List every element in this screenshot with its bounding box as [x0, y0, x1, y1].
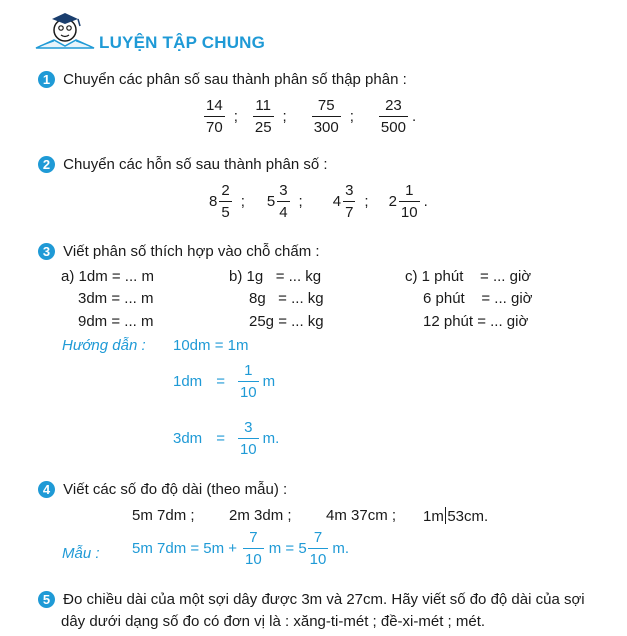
- exercise-1-fractions: [203, 98, 416, 135]
- denominator: 10: [238, 381, 259, 400]
- separator: ;: [298, 193, 303, 210]
- denominator: 7: [343, 201, 355, 220]
- separator: ;: [233, 108, 238, 125]
- fraction: [343, 183, 355, 220]
- numerator: 7: [249, 529, 258, 546]
- item-part-b: 53cm.: [447, 508, 489, 525]
- denominator: 4: [277, 201, 289, 220]
- exercise-2: [38, 156, 328, 173]
- guide-lhs: 3dm: [173, 430, 203, 447]
- exercise-1: [38, 71, 407, 88]
- equals-sign: =: [216, 373, 225, 390]
- exercise-4-item-4: [423, 507, 488, 525]
- item-part-a: 1m: [423, 508, 444, 525]
- fraction: [253, 98, 274, 135]
- page-title: LUYỆN TẬP CHUNG: [99, 33, 266, 52]
- exercise-3: [38, 243, 320, 260]
- denominator: 5: [219, 201, 231, 220]
- numerator: 23: [385, 97, 402, 114]
- denominator: 10: [399, 201, 420, 220]
- exercise-number-badge: 1: [38, 71, 55, 88]
- exercise-4: [38, 481, 287, 498]
- fraction: [204, 98, 225, 135]
- exercise-1-instruction: Chuyển các phân số sau thành phân số thập phân :: [63, 71, 407, 88]
- numerator: 3: [244, 419, 253, 436]
- numerator: 7: [313, 529, 323, 546]
- header-mascot-icon: [34, 10, 96, 50]
- exercise-3-b-2: 8g = ... kg: [249, 290, 324, 307]
- exercise-4-instruction: Viết các số đo độ dài (theo mẫu) :: [63, 481, 288, 498]
- mixed-number: [209, 183, 233, 220]
- sample-equation: [132, 530, 349, 567]
- exercise-4-item-3: 4m 37cm ;: [326, 507, 397, 524]
- guide-line-1: 10dm = 1m: [173, 337, 249, 354]
- fraction: [238, 420, 259, 457]
- separator: .: [411, 108, 417, 125]
- numerator: 2: [221, 182, 230, 199]
- fraction: [379, 98, 408, 135]
- exercise-5-line-2: dây dưới dạng số đo có đơn vị là : xăng-ti-mét ; đề-xi-mét ; mét.: [61, 613, 486, 630]
- fraction: [399, 183, 420, 220]
- exercise-number-badge: 2: [38, 156, 55, 173]
- sample-mid: m = 5: [268, 540, 307, 557]
- numerator: 75: [317, 97, 335, 114]
- sample-end: m.: [332, 540, 350, 557]
- exercise-2-instruction: Chuyển các hỗn số sau thành phân số :: [63, 156, 328, 173]
- exercise-3-b-1: b) 1g = ... kg: [229, 268, 322, 285]
- sample-label: Mẫu :: [62, 545, 100, 562]
- denominator: 10: [243, 548, 264, 567]
- mixed-number: [333, 183, 357, 220]
- fraction: [219, 183, 231, 220]
- exercise-number-badge: 4: [38, 481, 55, 498]
- separator: ;: [349, 108, 354, 125]
- separator: ;: [364, 193, 369, 210]
- numerator: 1: [244, 362, 253, 379]
- denominator: 500: [379, 116, 408, 135]
- guide-label: Hướng dẫn :: [62, 337, 146, 354]
- mixed-number: [389, 183, 421, 220]
- exercise-4-item-1: 5m 7dm ;: [132, 507, 195, 524]
- guide-line-3: [173, 420, 279, 457]
- exercise-3-instruction: Viết phân số thích hợp vào chỗ chấm :: [63, 243, 320, 260]
- mixed-number: [267, 183, 291, 220]
- fraction: [243, 530, 264, 567]
- exercise-3-a-3: 9dm = ... m: [78, 313, 154, 330]
- whole: 2: [388, 193, 397, 210]
- exercise-3-c-1: c) 1 phút = ... giờ: [405, 268, 532, 285]
- numerator: 1: [405, 182, 414, 199]
- separator: ;: [282, 108, 287, 125]
- exercise-2-mixed-numbers: [209, 183, 428, 220]
- denominator: 10: [308, 548, 329, 567]
- sample-lhs: 5m 7dm = 5m +: [132, 540, 238, 557]
- numerator: 3: [345, 182, 354, 199]
- denominator: 10: [238, 438, 259, 457]
- numerator: 3: [279, 182, 288, 199]
- exercise-number-badge: 3: [38, 243, 55, 260]
- guide-line-2: [173, 363, 275, 400]
- exercise-number-badge: 5: [38, 591, 55, 608]
- exercise-3-a-1: a) 1dm = ... m: [61, 268, 154, 285]
- denominator: 70: [204, 116, 225, 135]
- fraction: [238, 363, 259, 400]
- unit: m.: [262, 430, 280, 447]
- equals-sign: =: [216, 430, 225, 447]
- numerator: 14: [206, 97, 223, 114]
- exercise-3-b-3: 25g = ... kg: [249, 313, 324, 330]
- exercise-3-c-3: 12 phút = ... giờ: [423, 313, 529, 330]
- exercise-3-c-2: 6 phút = ... giờ: [423, 290, 533, 307]
- exercise-5-line-1: Đo chiều dài của một sợi dây được 3m và 27cm. Hãy viết số đo độ dài của sợi: [63, 591, 585, 608]
- separator: .: [423, 193, 428, 210]
- separator: ;: [240, 193, 245, 210]
- exercise-4-item-2: 2m 3dm ;: [229, 507, 292, 524]
- whole: 8: [209, 193, 218, 210]
- exercise-3-a-2: 3dm = ... m: [78, 290, 154, 307]
- fraction: [277, 183, 289, 220]
- numerator: 11: [255, 97, 271, 114]
- exercise-5: [38, 591, 585, 608]
- denominator: 25: [253, 116, 274, 135]
- fraction: [312, 98, 341, 135]
- guide-lhs: 1dm: [173, 373, 203, 390]
- whole: 5: [266, 193, 276, 210]
- whole: 4: [332, 193, 342, 210]
- denominator: 300: [312, 116, 341, 135]
- unit: m: [262, 373, 276, 390]
- fraction: [308, 530, 329, 567]
